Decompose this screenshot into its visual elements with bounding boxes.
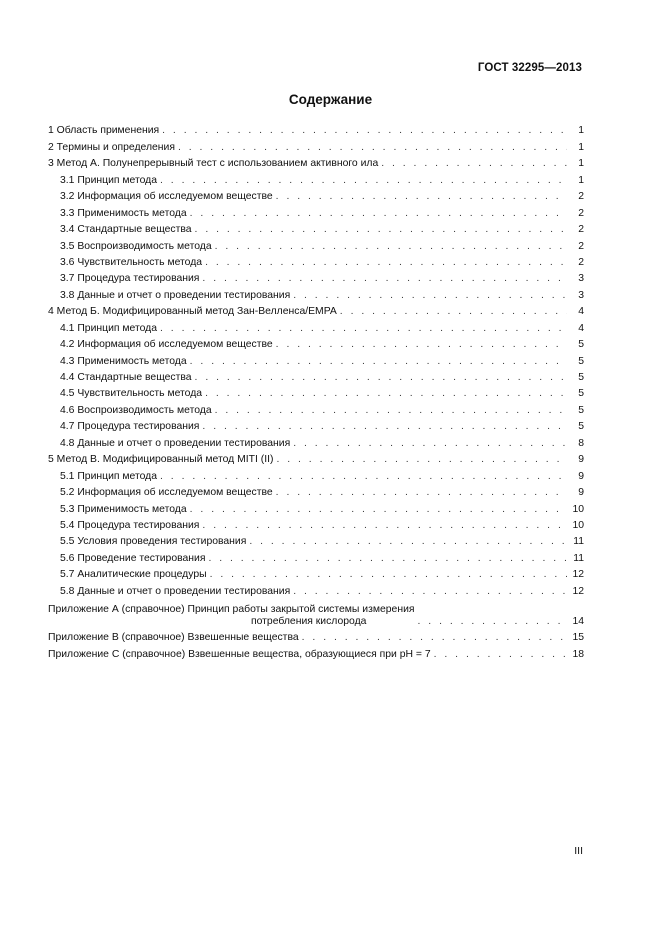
- dot-leader: [302, 632, 567, 644]
- toc-entry-label: 4.5 Чувствительность метода: [60, 388, 203, 400]
- toc-entry-page: 8: [578, 437, 584, 449]
- toc-entry-label: 5.7 Аналитические процедуры: [60, 569, 207, 581]
- dot-leader: [205, 388, 567, 400]
- toc-entry[interactable]: [48, 269, 584, 285]
- dot-leader: [202, 520, 567, 532]
- toc-entry-label: 4.1 Принцип метода: [60, 322, 158, 334]
- toc-entry-page: 1: [578, 158, 584, 170]
- toc-entry[interactable]: [48, 644, 584, 660]
- toc-entry-label: 4 Метод Б. Модифицированный метод Зан-Велленса/EMPA: [48, 306, 337, 318]
- dot-leader: [276, 191, 567, 203]
- dot-leader: [249, 536, 567, 548]
- dot-leader: [160, 175, 567, 187]
- toc-entry[interactable]: [48, 384, 584, 400]
- toc-entry-page: 1: [578, 141, 584, 153]
- page-number: III: [574, 845, 583, 857]
- toc-entry-label: 4.2 Информация об исследуемом веществе: [60, 339, 273, 351]
- toc-entry-page: 11: [573, 552, 584, 564]
- toc-entry-label: 5.2 Информация об исследуемом веществе: [60, 487, 273, 499]
- toc-entry[interactable]: [48, 499, 584, 515]
- dot-leader: [202, 273, 567, 285]
- dot-leader: [195, 224, 567, 236]
- toc-entry-page: 3: [578, 289, 584, 301]
- toc-entry-page: 2: [578, 240, 584, 252]
- toc-entry-page: 2: [578, 191, 584, 203]
- dot-leader: [210, 569, 567, 581]
- toc-entry-label: 5.3 Применимость метода: [60, 503, 187, 515]
- dot-leader: [418, 616, 567, 628]
- toc-entry-label: 5.8 Данные и отчет о проведении тестирования: [60, 585, 291, 597]
- toc-entry-label: 5.1 Принцип метода: [60, 470, 158, 482]
- dot-leader: [276, 339, 567, 351]
- toc-entry-label: 3.6 Чувствительность метода: [60, 256, 203, 268]
- toc-entry-label: [48, 604, 415, 628]
- toc-entry[interactable]: [48, 154, 584, 170]
- toc-entry[interactable]: [48, 466, 584, 482]
- toc-entry-label: 3.2 Информация об исследуемом веществе: [60, 191, 273, 203]
- toc-entry-page: 18: [572, 648, 584, 660]
- toc-entry-page: 11: [573, 536, 584, 548]
- toc-entry-page: 5: [578, 355, 584, 367]
- toc-entry-label: 3.7 Процедура тестирования: [60, 273, 200, 285]
- dot-leader: [340, 306, 567, 318]
- toc-entry[interactable]: [48, 351, 584, 367]
- toc-entry[interactable]: [48, 483, 584, 499]
- toc-entry-label: 3.3 Применимость метода: [60, 207, 187, 219]
- toc-entry-label-line1: Приложение А (справочное) Принцип работы закрытой системы измерения: [48, 603, 415, 615]
- toc-entry-label: 3.8 Данные и отчет о проведении тестирования: [60, 289, 291, 301]
- toc-entry-page: 9: [578, 470, 584, 482]
- toc-entry[interactable]: [48, 400, 584, 416]
- toc-entry-page: 14: [572, 615, 584, 627]
- toc-entry[interactable]: [48, 121, 584, 137]
- page-title: Содержание: [288, 92, 373, 107]
- dot-leader: [215, 405, 567, 417]
- toc-entry[interactable]: [48, 450, 584, 466]
- toc-entry-label: 4.4 Стандартные вещества: [60, 372, 192, 383]
- toc-entry-label: 1 Область применения: [48, 125, 160, 137]
- dot-leader: [293, 290, 567, 302]
- dot-leader: [208, 553, 567, 565]
- toc-entry-page: 10: [572, 503, 584, 515]
- toc-entry[interactable]: [48, 253, 584, 269]
- toc-entry[interactable]: [48, 187, 584, 203]
- table-of-contents: [48, 121, 584, 661]
- toc-entry[interactable]: [48, 137, 584, 153]
- toc-entry-page: 1: [578, 174, 584, 186]
- dot-leader: [190, 356, 567, 368]
- toc-entry-label: 3.4 Стандартные вещества: [60, 224, 192, 236]
- toc-entry-page: 4: [578, 322, 584, 334]
- dot-leader: [205, 257, 567, 269]
- toc-entry[interactable]: [48, 285, 584, 301]
- toc-entry-label: 3 Метод А. Полунепрерывный тест с использованием активного ила: [48, 158, 379, 170]
- document-designation: ГОСТ 32295—2013: [477, 62, 582, 74]
- toc-entry-page: 12: [572, 585, 584, 597]
- dot-leader: [162, 125, 567, 137]
- toc-entry-label: Приложение С (справочное) Взвешенные вещества, образующиеся при pH = 7: [48, 648, 431, 660]
- dot-leader: [381, 158, 567, 170]
- dot-leader: [190, 504, 567, 516]
- toc-entry[interactable]: [48, 581, 584, 597]
- dot-leader: [190, 208, 567, 220]
- toc-entry-label: 5.5 Условия проведения тестирования: [60, 536, 247, 548]
- toc-entry[interactable]: [48, 220, 584, 236]
- toc-entry-page: 5: [578, 404, 584, 416]
- toc-entry-page: 9: [578, 487, 584, 499]
- dot-leader: [195, 372, 567, 384]
- toc-entry-page: 5: [578, 339, 584, 351]
- toc-entry-page: 15: [572, 632, 584, 644]
- toc-entry[interactable]: [48, 516, 584, 532]
- dot-leader: [276, 487, 567, 499]
- toc-entry[interactable]: [48, 318, 584, 334]
- toc-entry[interactable]: [48, 598, 584, 628]
- toc-entry-label: 5 Метод В. Модифицированный метод MITI (II): [48, 454, 274, 466]
- toc-entry[interactable]: [48, 417, 584, 433]
- toc-entry[interactable]: [48, 548, 584, 564]
- dot-leader: [160, 471, 567, 483]
- toc-entry-label: 3.5 Воспроизводимость метода: [60, 240, 212, 252]
- toc-entry[interactable]: [48, 302, 584, 318]
- toc-entry-page: 10: [572, 519, 584, 531]
- toc-entry-page: 3: [578, 273, 584, 285]
- dot-leader: [202, 421, 567, 433]
- toc-entry-label: 4.3 Применимость метода: [60, 355, 187, 367]
- dot-leader: [434, 649, 567, 661]
- toc-entry-page: 2: [578, 207, 584, 219]
- toc-entry-label-line2: потребления кислорода: [251, 615, 367, 627]
- toc-entry[interactable]: [48, 433, 584, 449]
- dot-leader: [215, 241, 567, 253]
- dot-leader: [293, 586, 567, 598]
- dot-leader: [293, 438, 567, 450]
- toc-entry-page: 4: [578, 306, 584, 318]
- toc-entry[interactable]: [48, 368, 584, 384]
- toc-entry-label: 5.4 Процедура тестирования: [60, 519, 200, 531]
- toc-entry-page: 9: [578, 454, 584, 466]
- toc-entry-page: 5: [578, 421, 584, 433]
- toc-entry-label: Приложение В (справочное) Взвешенные вещества: [48, 632, 299, 644]
- toc-entry-page: 2: [578, 224, 584, 236]
- toc-entry-page: 1: [578, 125, 584, 137]
- toc-entry-label: 4.8 Данные и отчет о проведении тестирования: [60, 437, 291, 449]
- toc-entry-page: 2: [578, 256, 584, 268]
- toc-entry[interactable]: [48, 236, 584, 252]
- dot-leader: [178, 142, 567, 154]
- toc-entry[interactable]: [48, 203, 584, 219]
- toc-entry-label: 4.7 Процедура тестирования: [60, 421, 200, 433]
- toc-entry-label: 5.6 Проведение тестирования: [60, 552, 206, 564]
- toc-entry-page: 5: [578, 372, 584, 383]
- toc-entry[interactable]: [48, 335, 584, 351]
- toc-entry-page: 12: [572, 569, 584, 581]
- dot-leader: [276, 454, 567, 466]
- toc-entry[interactable]: [48, 170, 584, 186]
- toc-entry-label: 4.6 Воспроизводимость метода: [60, 404, 212, 416]
- toc-entry[interactable]: [48, 628, 584, 644]
- dot-leader: [160, 323, 567, 335]
- toc-entry[interactable]: [48, 565, 584, 581]
- toc-entry[interactable]: [48, 532, 584, 548]
- toc-entry-page: 5: [578, 388, 584, 400]
- toc-entry-label: 2 Термины и определения: [48, 141, 175, 153]
- toc-entry-label: 3.1 Принцип метода: [60, 174, 158, 186]
